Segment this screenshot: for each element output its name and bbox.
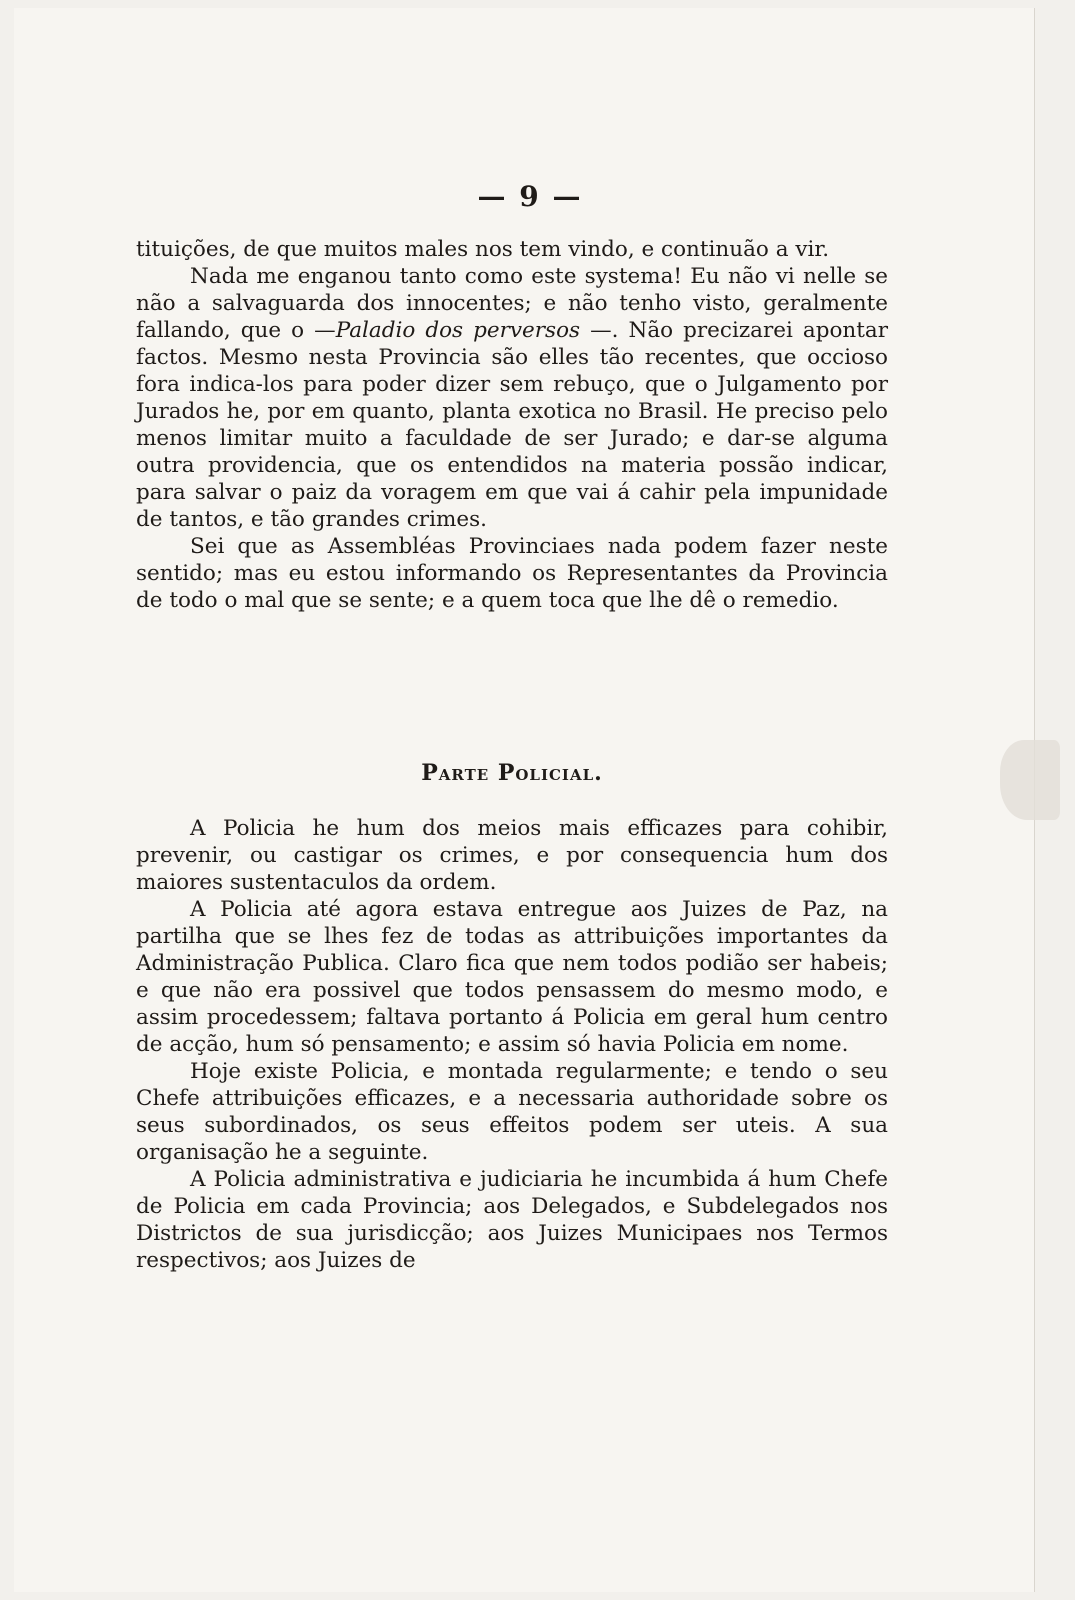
paragraph-text-after-italic: —. Não precizarei apontar factos. Mesmo nesta Provincia são elles tão recentes, que occioso fora indica-los para poder dizer sem rebuço, que o Julgamento por Jurados he, por em quanto, planta exotica no Brasil. He preciso pelo menos limitar muito a faculdade de ser Jurado; e dar-se alguma outra providencia, que os entendidos na materia possão indicar, para salvar o paiz da voragem em que vai á cahir pela impunidade de tantos, e tão grandes crimes. bbox=[136, 318, 889, 532]
section-heading: Parte Policial. bbox=[421, 760, 603, 786]
paragraph-text-before-italic: Nada me enganou tanto como este systema! Eu não vi nelle se não a salvaguarda dos innocentes; e não tenho visto, geralmente fallando, que o — bbox=[136, 264, 888, 343]
paragraph-police-organisation: A Policia administrativa e judiciaria he incumbida á hum Chefe de Policia em cada Provincia; aos Delegados, e Subdelegados nos Districtos de sua jurisdicção; aos Juizes Municipaes nos Termos respectivos; aos Juizes de bbox=[136, 1167, 888, 1273]
italic-phrase: Paladio dos perversos bbox=[335, 318, 581, 343]
paragraph-continuation: tituições, de que muitos males nos tem vindo, e continuão a vir. bbox=[136, 237, 830, 262]
paragraph-justices-of-peace: A Policia até agora estava entregue aos Juizes de Paz, na partilha que se lhes fez de todas as attribuições importantes da Administração Publica. Claro fica que nem todos podião ser habeis; e que não era possivel que todos pensassem do mesmo modo, e assim procedessem; faltava portanto á Policia em geral hum centro de acção, hum só pensamento; e assim só havia Policia em nome. bbox=[136, 897, 888, 1057]
paragraph-police-today: Hoje existe Policia, e montada regularmente; e tendo o seu Chefe attribuições efficazes, e a necessaria authoridade sobre os seus subordinados, os seus effeitos podem ser uteis. A sua organisação he a seguinte. bbox=[136, 1059, 888, 1165]
page-number: — 9 — bbox=[477, 180, 583, 213]
paragraph-police-means: A Policia he hum dos meios mais efficazes para cohibir, prevenir, ou castigar os crimes, e por consequencia hum dos maiores sustentaculos da ordem. bbox=[136, 816, 888, 895]
paragraph-jury-system bbox=[136, 263, 888, 533]
body-text-bottom bbox=[136, 815, 888, 1274]
binding-tab-mark bbox=[1000, 740, 1060, 820]
paragraph-assemblies: Sei que as Assembléas Provinciaes nada podem fazer neste sentido; mas eu estou informando os Representantes da Provincia de todo o mal que se sente; e a quem toca que lhe dê o remedio. bbox=[136, 534, 888, 613]
body-text-top bbox=[136, 236, 888, 614]
